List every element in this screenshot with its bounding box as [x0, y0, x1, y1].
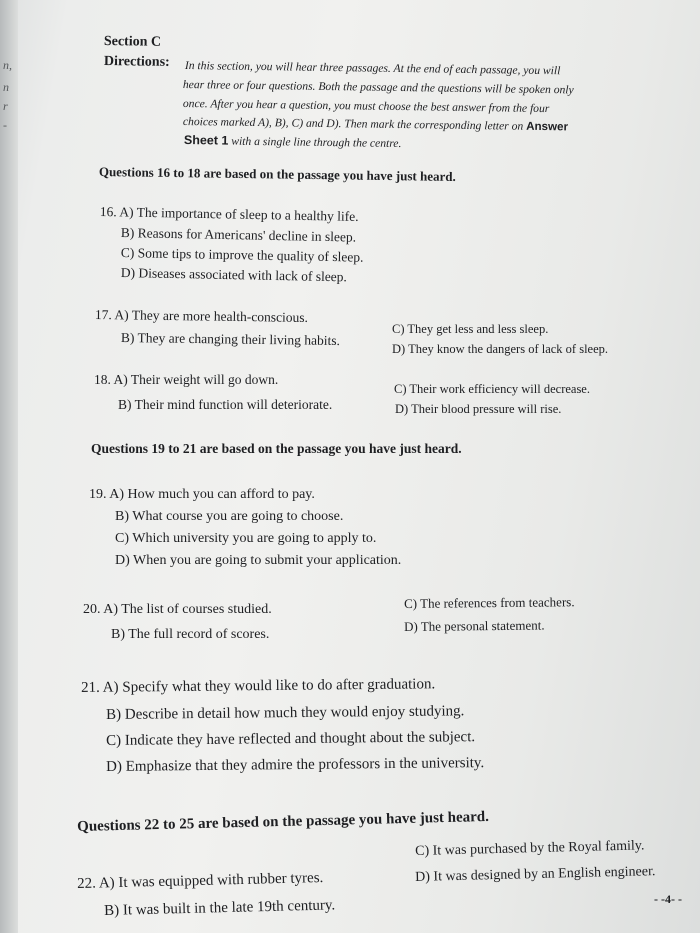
- q21-option-a: 21. A) Specify what they would like to do after graduation.: [81, 676, 436, 696]
- q19-option-d: D) When you are going to submit your application.: [115, 553, 402, 568]
- directions-line-4-text: choices marked A), B), C) and D). Then mark the corresponding letter on: [182, 115, 524, 133]
- q16-option-b: B) Reasons for Americans' decline in sleep.: [120, 225, 357, 245]
- q20-option-a: 20. A) The list of courses studied.: [83, 602, 272, 617]
- answer-label: Answer: [526, 119, 569, 134]
- q17-option-d: D) They know the dangers of lack of sleep.: [392, 342, 609, 356]
- margin-mark: r: [3, 99, 8, 113]
- directions-line-1: In this section, you will hear three passages. At the end of each passage, you will: [184, 59, 561, 78]
- page-number: - -4- -: [654, 892, 682, 906]
- group-2-heading: Questions 19 to 21 are based on the passage you have just heard.: [91, 441, 462, 456]
- section-title: Section C: [103, 34, 162, 50]
- group-3-heading: Questions 22 to 25 are based on the passage you have just heard.: [77, 808, 490, 835]
- q19-option-b: B) What course you are going to choose.: [115, 509, 344, 524]
- q18-option-b: B) Their mind function will deteriorate.: [118, 397, 333, 412]
- q22-option-b: B) It was built in the late 19th century.: [104, 897, 336, 919]
- q16-option-a: 16. A) The importance of sleep to a healthy life.: [99, 204, 359, 224]
- margin-mark: -: [3, 118, 7, 132]
- q18-option-a: 18. A) Their weight will go down.: [94, 372, 279, 387]
- directions-label: Directions:: [103, 54, 170, 70]
- margin-mark: n: [3, 80, 9, 94]
- q18-option-d: D) Their blood pressure will rise.: [395, 402, 562, 416]
- page-left-edge: [0, 0, 18, 933]
- q17-option-c: C) They get less and less sleep.: [392, 322, 549, 336]
- q21-option-d: D) Emphasize that they admire the professors in the university.: [106, 755, 485, 775]
- q16-option-d: D) Diseases associated with lack of sleep.: [120, 265, 348, 285]
- q17-option-b: B) They are changing their living habits.: [120, 330, 341, 349]
- q22-option-c: C) It was purchased by the Royal family.: [415, 838, 645, 859]
- margin-mark: n,: [3, 58, 12, 72]
- q20-option-b: B) The full record of scores.: [111, 627, 270, 642]
- group-1-heading: Questions 16 to 18 are based on the passage you have just heard.: [98, 164, 456, 184]
- answer-sheet-label: Sheet 1: [183, 133, 229, 148]
- q20-option-d: D) The personal statement.: [403, 617, 545, 634]
- directions-line-3: once. After you hear a question, you must choose the best answer from the four: [182, 97, 550, 116]
- q20-option-c: C) The references from teachers.: [403, 594, 575, 611]
- q16-option-c: C) Some tips to improve the quality of sleep.: [120, 245, 364, 265]
- q19-option-c: C) Which university you are going to apply to.: [115, 531, 377, 546]
- directions-line-5-text: with a single line through the centre.: [231, 134, 402, 151]
- q21-option-b: B) Describe in detail how much they would enjoy studying.: [106, 703, 465, 723]
- q18-option-c: C) Their work efficiency will decrease.: [394, 382, 590, 396]
- q22-option-a: 22. A) It was equipped with rubber tyres.: [77, 869, 324, 892]
- directions-line-2: hear three or four questions. Both the passage and the questions will be spoken only: [182, 78, 574, 97]
- directions-line-5: [184, 134, 402, 151]
- directions-line-4: [183, 116, 568, 134]
- q22-option-d: D) It was designed by an English engineer.: [415, 864, 656, 885]
- q21-option-c: C) Indicate they have reflected and thought about the subject.: [106, 729, 476, 749]
- q19-option-a: 19. A) How much you can afford to pay.: [89, 487, 315, 502]
- q17-option-a: 17. A) They are more health-conscious.: [94, 307, 309, 325]
